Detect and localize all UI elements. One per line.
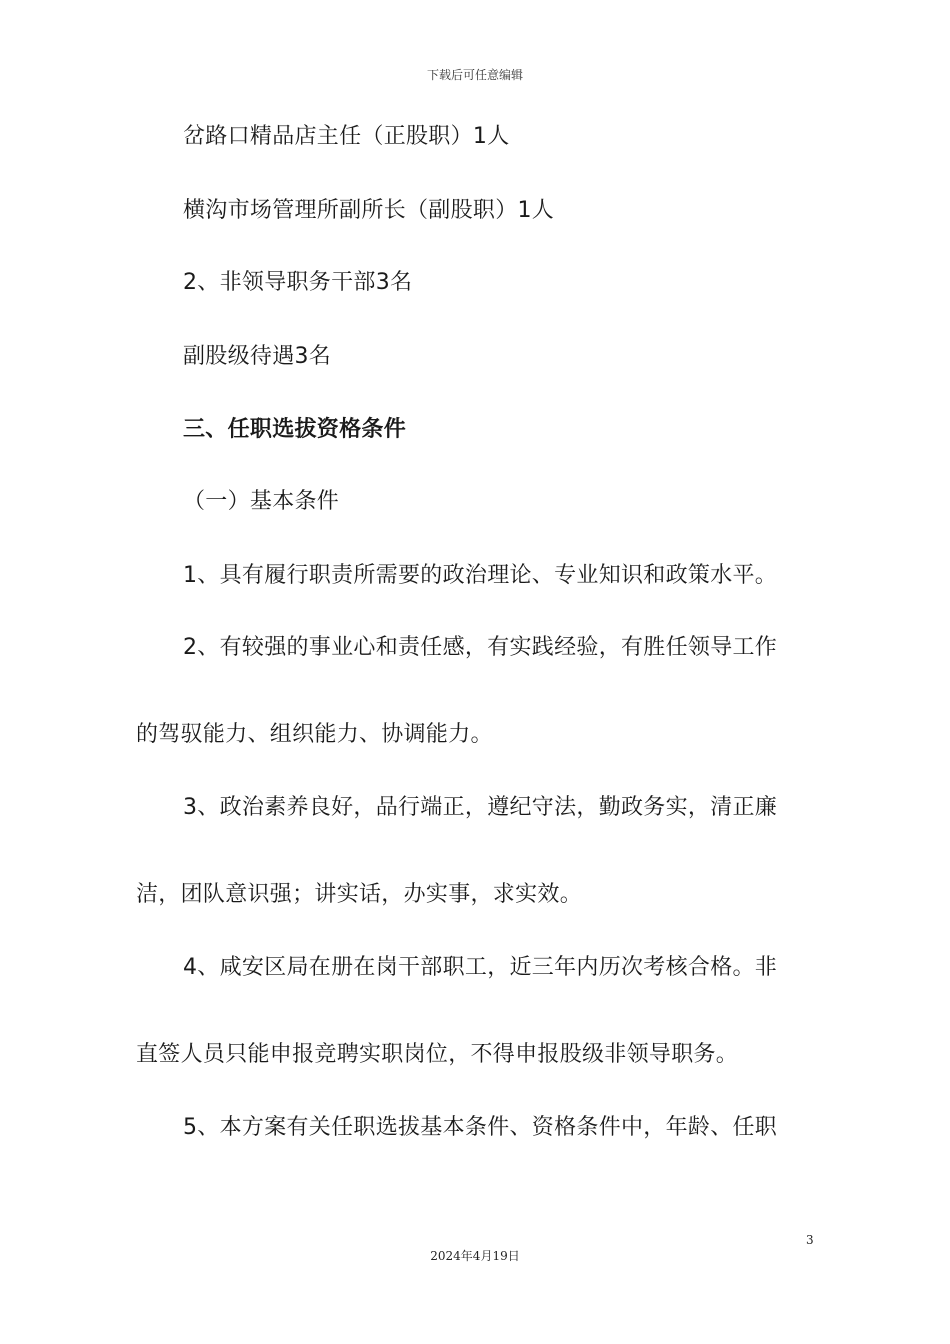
condition-5-line-1: 5、本方案有关任职选拔基本条件、资格条件中，年龄、任职 <box>183 1115 778 1140</box>
position-line-1: 岔路口精品店主任（正股职）1人 <box>183 124 510 149</box>
header-note: 下载后可任意编辑 <box>426 68 523 82</box>
section-heading-3: 三、任职选拔资格条件 <box>183 417 407 442</box>
condition-3-line-2: 洁，团队意识强；讲实话，办实事，求实效。 <box>136 882 583 907</box>
footer-date: 2024年4月19日 <box>430 1249 520 1263</box>
position-line-2: 横沟市场管理所副所长（副股职）1人 <box>183 198 555 223</box>
condition-1: 1、具有履行职责所需要的政治理论、专业知识和政策水平。 <box>183 563 778 588</box>
condition-3-line-1: 3、政治素养良好，品行端正，遵纪守法，勤政务实，清正廉 <box>183 795 778 820</box>
condition-4-line-1: 4、咸安区局在册在岗干部职工，近三年内历次考核合格。非 <box>183 955 778 980</box>
deputy-level-line: 副股级待遇3名 <box>183 344 332 369</box>
subsection-heading-basic: （一）基本条件 <box>183 489 340 514</box>
non-leader-heading: 2、非领导职务干部3名 <box>183 270 413 295</box>
page-number: 3 <box>806 1233 814 1247</box>
condition-2-line-2: 的驾驭能力、组织能力、协调能力。 <box>136 722 493 747</box>
condition-2-line-1: 2、有较强的事业心和责任感，有实践经验，有胜任领导工作 <box>183 635 778 660</box>
condition-4-line-2: 直签人员只能申报竞聘实职岗位，不得申报股级非领导职务。 <box>136 1042 739 1067</box>
